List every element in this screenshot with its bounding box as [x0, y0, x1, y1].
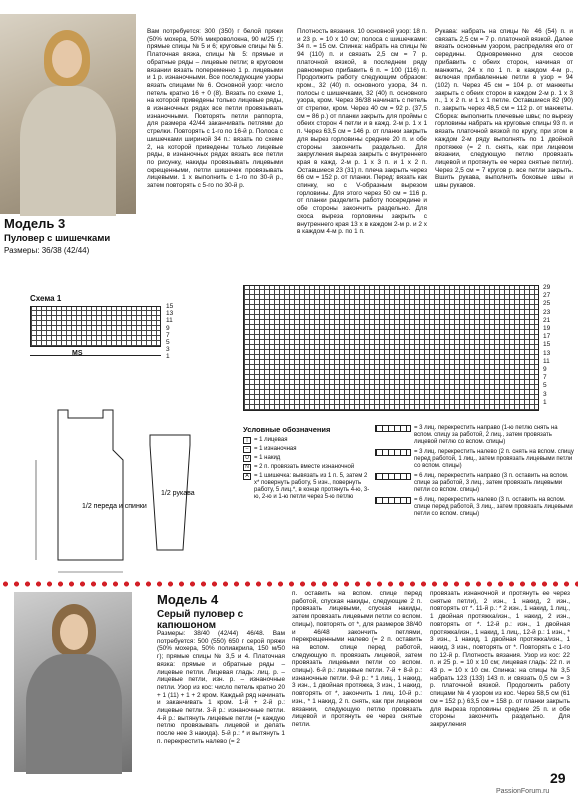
cable-symbol — [375, 449, 411, 456]
section-divider — [0, 580, 578, 588]
scheme1-row-numbers — [166, 303, 173, 361]
legend-item — [243, 437, 371, 444]
legend-cables — [375, 425, 575, 521]
legend-symbol: N — [243, 464, 251, 471]
legend-symbol: U — [243, 455, 251, 462]
row-number: 19 — [543, 325, 551, 333]
model4-col1: Размеры: 38/40 (42/44) 46/48. Вам потребуется: 500 (550) 650 г серой пряжи (50% мохера, 50% полиакрила, 150 м/50 г); прямые спицы № 3,5 и 4. Платочная вязка: прямые и обратные ряды – лицевые петли. Лицевая гладь: лиц. р. – лицевые петли, изн. р. – изнаночные петли. Узор из кос: число петель кратно 20 + 1 (11) + 1 + 2 кром. Каждый ряд начинать и заканчивать 1 кром. 1-й + 2-й р.: лицевые петли. 3-й р.: изнаночные петли. 4-й р.: вытянуть лицевые петли (= каждую петлю провязывать лицевой и делать после нее 3 накида). 5-й р.: * и вытянуть 1 п. перекрестить налево (= 2 — [157, 630, 285, 745]
legend-text: = 1 шишечка: вывязать из 1 п. 5, затем 2 х* повернуть работу, 5 изн., повернуть работу, 5 лиц.*, в конце протянуть 4-ю, 3-ю, 2-ю и 1-ю петли через 5-ю петлю — [254, 473, 370, 500]
model4-header — [157, 592, 277, 631]
row-number: 27 — [543, 292, 551, 300]
model4-col2: п. оставить на вспом. спице перед работой, спуская накиды, следующие 2 п. провязать лицевыми, спуская накиды, затем провязать лицевыми петли со вспом. спицы), повторять от *, для размеров 38/40 и 46/48 закончить петлями, перекрещенными налево (= 2 п. оставить на вспом. спице перед работой, следующую п. провязать лицевой, затем провязать лицевыми петли со вспом. спицы). 6-й р.: лицевые петли. 7-й + 8-й р.: изнаночные петли. 9-й р.: * 1 лиц., 1 накид, 3 изн., 1 двойная протяжка, 3 изн., 1 накид, повторять от *, закончить 1 лиц. 10-й р.: изн., * 1 накид, 2 п. снять, как при лицевом вязании, следующую петлю провязать лицевой и протянуть ее через снятые петли. — [292, 590, 422, 728]
scheme1-arrow — [30, 355, 161, 356]
cable-symbol — [375, 425, 411, 432]
row-number: 15 — [166, 303, 174, 310]
legend-symbol: | — [243, 437, 251, 444]
row-number: 7 — [166, 331, 170, 339]
cable-symbol — [375, 497, 411, 504]
model3-col3: Рукава: набрать на спицы № 46 (54) п. и связать 2,5 см = 7 р. платочной вязкой. Далее вязать основным узором, распределяя его от середины. Одновременно для скосов прибавить с обеих сторон, начиная от манжеты, 24 х по 1 п. в каждом 4-м р., включая прибавленные петли в узор = 94 (102) п. Через 45 см = 104 р. от манжеты закрыть с обеих сторон в каждом 2-м р. 1 х 3 п., 1 х 2 п. и 1 х 1 петле. Оставшиеся 82 (90) п. закрыть через 48,5 см = 112 р. от манжеты. Сборка: выполнить плечевые швы; по вырезу горловины набрать на круговые спицы 93 п. и вязать платочной вязкой по кругу, при этом в каждом 2-м ряду выполнять по 1 двойной протяжке (= 2 п. снять, как при лицевом вязании, следующую петлю провязать лицевой и протянуть ее через снятые петли). Через 2,5 см = 7 кругов р. все петли закрыть. Вшить рукава, выполнить боковые швы и швы рукавов. — [435, 28, 573, 190]
model4-col3: провязать изнаночной и протянуть ее через снятые петли), 2 изн., 1 накид, 2 изн., повторять от *. 11-й р.: * 2 изн., 1 накид, 1 лиц., 1 двойная протяжка/изн., 1 накид, 2 изн., повторять от *. 12-й р.: изн., 1 двойная протяжка/изн., 1 накид, 1 лиц., 12-й р.: 1 изн., * 3 изн., 1 накид, 1 двойная протяжка/изн., 1 накид, 3 изн., повторять от *. Повторять с 1-го по 12-й р. Плотность вязания. Узор из кос: 22 п. и 25 р. = 10 х 10 см; лицевая гладь: 22 п. и 43 р. = 10 х 10 см. Спинка: на спицы № 3,5 набрать 123 (133) 143 п. и связать 0,5 см = 3 р. платочной вязкой. Продолжить работу спицами № 4 узором из кос. Через 58,5 см (61 см = 152 р.) 63,5 см = 158 р. от планки закрыть для выреза горловины средние 25 п. и обе стороны закончить раздельно. Для закругления — [430, 590, 570, 728]
scheme1-ms-marker: MS — [72, 350, 83, 357]
sleeve-label: 1/2 рукава — [161, 490, 195, 497]
legend-text: = 2 п. провязать вместе изнаночной — [254, 464, 355, 470]
scheme2-grid — [243, 285, 539, 411]
row-number: 11 — [166, 317, 173, 325]
cable-text: = 6 лиц. перекрестить налево (3 п. оставить на вспом. спице перед работой, 3 лиц., затем провязать лицевыми петли со вспом. спицы) — [414, 497, 573, 517]
legend-item — [243, 464, 371, 471]
row-number: 21 — [543, 316, 551, 324]
cable-text: = 6 лиц. перекрестить направо (3 п. оставить на вспом. спице за работой, 3 лиц., затем провязать лицевыми петли со вспом. спицы) — [414, 473, 569, 493]
legend-text: = 1 накид — [254, 455, 281, 461]
legend-symbol: – — [243, 446, 251, 453]
row-number: 13 — [166, 310, 174, 318]
legend-item — [243, 455, 371, 462]
row-number: 9 — [166, 324, 170, 332]
row-number: 3 — [543, 390, 547, 398]
model3-sizes: Размеры: 36/38 (42/44) — [4, 246, 90, 255]
legend-text: = 1 изнаночная — [254, 446, 297, 452]
pattern-drawing-sleeve — [145, 425, 205, 585]
model3-col1: Вам потребуется: 300 (350) г белой пряжи (50% мохера, 50% микроволокна, 90 м/25 г); прямые спицы № 5 и 6; круговые спицы № 5. Платочная вязка, спицы № 5: прямые и обратные ряды – лицевые петли; в круговом вязании вязать попеременно 1 р. лицевыми и 1 р. изнаночными. Все последующие узоры вязать спицами № 6. Основной узор: число петель кратно 16 + 0 (8). Вязать по схеме 1, на которой приведены только лицевые ряды, в изнаночных рядах все петли провязывать изнаночными. Повторять петли раппорта, для размера 42/44 заканчивать петлями до стрелки. Повторять с 1-го по 16-й р. Полоса с шишечками шириной 34 п.: вязать по схеме 2, на которой приведены только лицевые ряды, в изнаночных рядах вязать все петли по рисунку, накиды провязывать лицевыми скрещенными, петли шишечек провязывать лицевыми. 1 х выполнить с 1-го по 30-й р., затем повторять с 5-го по 30-й р. — [147, 28, 283, 190]
model4-subtitle: Серый пуловер с капюшоном — [157, 609, 244, 631]
model3-header — [4, 216, 138, 255]
row-number: 29 — [543, 284, 551, 291]
row-number: 9 — [543, 366, 547, 374]
row-number: 5 — [166, 339, 170, 347]
row-number: 23 — [543, 308, 551, 316]
scheme2-row-numbers — [543, 284, 550, 407]
row-number: 1 — [543, 398, 547, 406]
model4-photo — [14, 592, 132, 772]
legend-list — [243, 437, 371, 503]
row-number: 13 — [543, 349, 551, 357]
legend-symbol: A — [243, 473, 251, 480]
cable-legend-item — [375, 497, 575, 518]
legend-item — [243, 446, 371, 453]
front-label: 1/2 переда и спинки — [82, 503, 147, 510]
cable-text: = 3 лиц. перекрестить направо (1-ю петлю снять на вспом. спицу за работой, 2 лиц., затем провязать лицевой петлю со вспом. спицы) — [414, 425, 558, 445]
model3-title: Модель 3 — [4, 216, 66, 231]
pattern-drawing-front — [28, 400, 147, 590]
legend-text: = 1 лицевая — [254, 437, 288, 443]
scheme1-title: Схема 1 — [30, 294, 62, 303]
row-number: 3 — [166, 346, 170, 354]
cable-legend-item — [375, 449, 575, 470]
row-number: 11 — [543, 357, 550, 365]
page-number: 29 — [550, 770, 566, 786]
row-number: 17 — [543, 333, 551, 341]
row-number: 15 — [543, 341, 551, 349]
scheme1-grid — [30, 306, 161, 347]
cable-text: = 3 лиц. перекрестить налево (2 п. снять на вспом. спицу перед работой, 1 лиц., затем провязать лицевыми петли со вспом. спицы) — [414, 449, 574, 469]
legend-title: Условные обозначения — [243, 425, 331, 434]
row-number: 7 — [543, 374, 547, 382]
site-watermark: PassionForum.ru — [496, 788, 550, 795]
model3-subtitle: Пуловер с шишечками — [4, 233, 111, 244]
cable-legend-item — [375, 425, 575, 446]
cable-symbol — [375, 473, 411, 480]
model3-col2: Плотность вязания. 10 основной узор: 18 п. и 23 р. = 10 х 10 см; полоса с шишечками: 34 п. = 15 см. Спинка: набрать на спицы № 94 (110) п. и связать 2,5 см = 7 р. платочной вязкой, в последнем ряду равномерно прибавить 6 п. = 100 (116) п. Продолжить работу следующим образом: кром., 32 (40) п. основного узора, 34 п. полосы с шишечками, 32 (40) п. основного узора, кром. Через 36/38 начинать с петель от стрелки, кром. Через 40 см = 92 р. (37,5 см = 86 р.) от планки закрыть для проймы с обеих сторон 4 петли и в кажд. 2-м р. 1 х 1 п. Через 63,5 см = 146 р. от планки закрыть для вырез горловины средние 20 п. и обе стороны закончить раздельно. Для закругления выреза закрыть с внутреннего края в кажд. 2-м р. 1 х 3 п. и 1 х 2 п. Оставшиеся 23 (31) п. плеча закрыть через 66 см = 152 р. от планки. Перед: вязать как спинку, но с V-образным вырезом горловины. Для этого через 50 см = 116 р. от планки разделить работу посередине и обе стороны закончить раздельно. Для скоса выреза горловины закрыть с внутреннего края 13 х в каждом 2-м р. и 2 х в каждом 4-м р. по 1 п. — [297, 28, 427, 236]
row-number: 1 — [166, 353, 170, 361]
legend-item — [243, 473, 371, 501]
row-number: 25 — [543, 300, 551, 308]
model4-title: Модель 4 — [157, 592, 219, 607]
row-number: 5 — [543, 382, 547, 390]
cable-legend-item — [375, 473, 575, 494]
model3-photo — [0, 14, 136, 214]
